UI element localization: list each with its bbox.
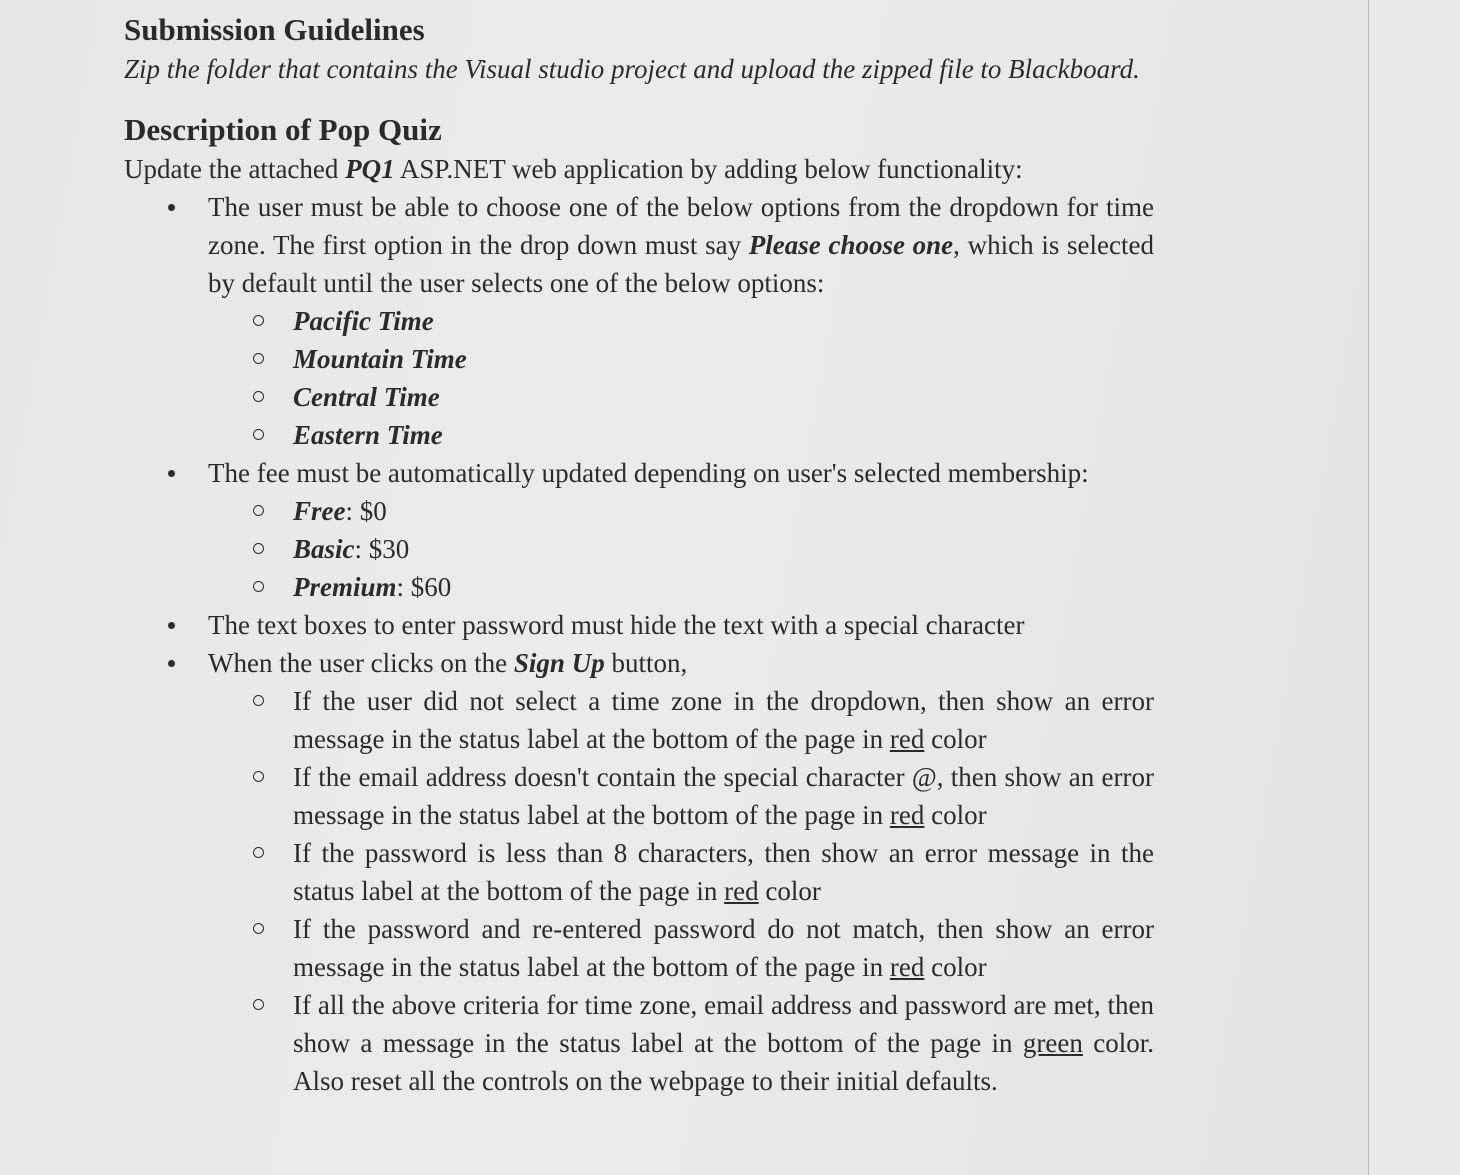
intro-project-name: PQ1 (345, 154, 395, 184)
bullet-dot-icon (168, 470, 175, 477)
circle-bullet-icon (253, 315, 264, 326)
rule-text-after: color. Also reset all the controls on the webpage to their initial defaults. (293, 1028, 1154, 1096)
rule-text: If the password and re-entered password do not match, then show an error message in the status label at the bottom of the page in (293, 914, 1154, 982)
list-item (124, 682, 1154, 758)
signup-text-b: button, (604, 648, 688, 678)
list-item (124, 986, 1154, 1100)
requirement-fee (124, 454, 1154, 606)
list-item (124, 530, 1154, 568)
membership-price: : $0 (345, 496, 387, 526)
membership-price: : $30 (354, 534, 410, 564)
circle-bullet-icon (253, 353, 264, 364)
membership-name: Basic (293, 534, 355, 564)
fee-list (124, 492, 1154, 606)
circle-bullet-icon (253, 999, 264, 1010)
timezone-default-option: Please choose one (748, 230, 954, 260)
intro-text-before: Update the attached (124, 154, 346, 184)
circle-bullet-icon (253, 429, 264, 440)
circle-bullet-icon (253, 391, 264, 402)
list-item (124, 378, 1154, 416)
timezone-options-list (124, 302, 1154, 454)
rule-text: If all the above criteria for time zone, email address and password are met, then show a message in the status label at the bottom of the page in (293, 990, 1154, 1058)
timezone-option: Eastern Time (293, 420, 443, 450)
list-item (124, 340, 1154, 378)
requirement-signup (124, 644, 1154, 1100)
rule-color-word: red (889, 724, 925, 754)
circle-bullet-icon (253, 505, 264, 516)
circle-bullet-icon (253, 581, 264, 592)
rule-color-word: red (889, 800, 925, 830)
document-content (124, 10, 1154, 1100)
timezone-option: Pacific Time (293, 306, 434, 336)
description-heading: Description of Pop Quiz (124, 112, 442, 147)
rule-text-after: color (924, 952, 987, 982)
membership-price: : $60 (396, 572, 452, 602)
requirements-list (124, 188, 1154, 1100)
submission-text: Zip the folder that contains the Visual studio project and upload the zipped file to Blackboard. (124, 54, 1140, 84)
circle-bullet-icon (253, 847, 264, 858)
list-item (124, 758, 1154, 834)
timezone-option: Central Time (293, 382, 440, 412)
membership-name: Free (293, 496, 346, 526)
timezone-text-b: , which is selected by default until the user selects one of the below options: (208, 230, 1154, 298)
rule-color-word: red (724, 876, 759, 906)
signup-text-a: When the user clicks on the (208, 648, 514, 678)
description-intro (124, 150, 1154, 188)
intro-text-after: ASP.NET web application by adding below functionality: (394, 154, 1023, 184)
circle-bullet-icon (253, 695, 264, 706)
submission-heading: Submission Guidelines (124, 12, 425, 47)
rule-color-word: red (889, 952, 925, 982)
password-mask-text: The text boxes to enter password must hide the text with a special character (208, 610, 1025, 640)
rule-text: If the email address doesn't contain the special character @, then show an error message in the status label at the bottom of the page in (293, 762, 1154, 830)
bullet-dot-icon (168, 660, 175, 667)
list-item (124, 492, 1154, 530)
requirement-password-mask (124, 606, 1154, 644)
window-background (1369, 0, 1460, 1175)
rule-color-word: green (1022, 1028, 1083, 1058)
requirement-timezone (124, 188, 1154, 454)
list-item (124, 416, 1154, 454)
circle-bullet-icon (253, 771, 264, 782)
list-item (124, 302, 1154, 340)
rule-text-after: color (758, 876, 821, 906)
rule-text: If the user did not select a time zone in the dropdown, then show an error message in the status label at the bottom of the page in (293, 686, 1154, 754)
rule-text: If the password is less than 8 characters, then show an error message in the status label at the bottom of the page in (293, 838, 1154, 906)
membership-name: Premium (293, 572, 397, 602)
list-item (124, 834, 1154, 910)
circle-bullet-icon (253, 543, 264, 554)
signup-rules-list (124, 682, 1154, 1100)
rule-text-after: color (924, 724, 987, 754)
rule-text-after: color (924, 800, 987, 830)
timezone-text-a: The user must be able to choose one of the below options from the dropdown for time zone. The first option in the drop down must say (208, 192, 1154, 260)
bullet-dot-icon (168, 622, 175, 629)
list-item (124, 568, 1154, 606)
timezone-option: Mountain Time (293, 344, 467, 374)
circle-bullet-icon (253, 923, 264, 934)
fee-text: The fee must be automatically updated depending on user's selected membership: (208, 458, 1089, 488)
list-item (124, 910, 1154, 986)
signup-button-name: Sign Up (513, 648, 605, 678)
bullet-dot-icon (168, 204, 175, 211)
